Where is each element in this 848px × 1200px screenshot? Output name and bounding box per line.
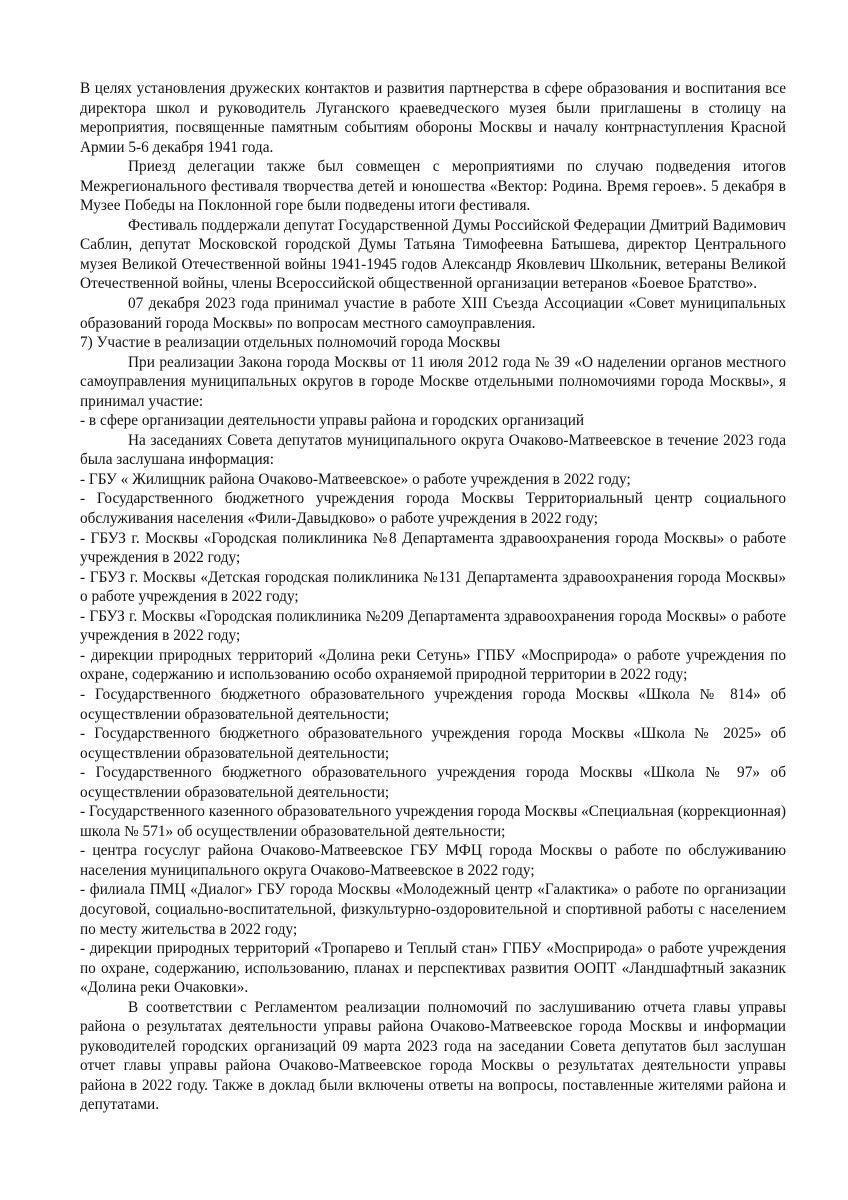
paragraph: - ГБУЗ г. Москвы «Городская поликлиника №8 Департамента здравоохранения города Москвы» о работе учреждения в 2022 году;	[80, 529, 786, 567]
paragraph: Приезд делегации также был совмещен с мероприятиями по случаю подведения итогов Межрегионального фестиваля творчества детей и юношества «Вектор: Родина. Время героев». 5 декабря в Музее Победы на Поклонной горе были подведены итоги фестиваля.	[80, 158, 786, 215]
paragraph: - ГБУЗ г. Москвы «Городская поликлиника №209 Департамента здравоохранения города Москвы» о работе учреждения в 2022 году;	[80, 607, 786, 645]
paragraph: - Государственного бюджетного учреждения города Москвы Территориальный центр социального обслуживания населения «Фили-Давыдково» о работе учреждения в 2022 году;	[80, 490, 786, 528]
paragraph: На заседаниях Совета депутатов муниципального округа Очаково-Матвеевское в течение 2023 года была заслушана информация:	[80, 431, 786, 469]
paragraph: - Государственного бюджетного образовательного учреждения города Москвы «Школа № 814» об осуществлении образовательной деятельности;	[80, 685, 786, 723]
paragraph: В целях установления дружеских контактов и развития партнерства в сфере образования и воспитания все директора школ и руководитель Луганского краеведческого музея были приглашены в столицу на мероприятия, посвященные памятным событиям обороны Москвы и началу контрнаступления Красной Армии 5-6 декабря 1941 года.	[80, 80, 786, 156]
paragraph: - в сфере организации деятельности управы района и городских организаций	[80, 412, 585, 430]
paragraph: - Государственного бюджетного образовательного учреждения города Москвы «Школа № 97» об осуществлении образовательной деятельности;	[80, 764, 786, 801]
paragraph: 7) Участие в реализации отдельных полномочий города Москвы	[80, 334, 501, 352]
paragraph: - Государственного казенного образовательного учреждения города Москвы «Специальная (коррекционная) школа № 571» об осуществлении образовательной деятельности;	[80, 803, 786, 840]
document-page	[80, 79, 786, 1115]
paragraph: При реализации Закона города Москвы от 11 июля 2012 года № 39 «О наделении органов местного самоуправления муниципальных округов в городе Москве отдельными полномочиями города Москвы», я принимал участие:	[80, 353, 786, 410]
paragraph: 07 декабря 2023 года принимал участие в работе XIII Съезда Ассоциации «Совет муниципальных образований города Москвы» по вопросам местного самоуправления.	[80, 295, 786, 332]
paragraph: Фестиваль поддержали депутат Государственной Думы Российской Федерации Дмитрий Вадимович Саблин, депутат Московской городской Думы Татьяна Тимофеевна Батышева, директор Центрального музея Великой Отечественной войны 1941-1945 годов Александр Яковлевич Школьник, ветераны Великой Отечественной войны, члены Всероссийской общественной организации ветеранов «Боевое Братство».	[80, 216, 786, 293]
paragraph: - ГБУЗ г. Москвы «Детская городская поликлиника №131 Департамента здравоохранения города Москвы» о работе учреждения в 2022 году;	[80, 568, 786, 606]
paragraph: - Государственного бюджетного образовательного учреждения города Москвы «Школа № 2025» об осуществлении образовательной деятельности;	[80, 725, 786, 762]
paragraph: - дирекции природных территорий «Долина реки Сетунь» ГПБУ «Мосприрода» о работе учреждения по охране, содержанию и использованию особо охраняемой природной территории в 2022 году;	[80, 646, 786, 684]
paragraph: В соответствии с Регламентом реализации полномочий по заслушиванию отчета главы управы района о результатах деятельности управы района Очаково-Матвеевское города Москвы и информации руководителей городских организаций 09 марта 2023 года на заседании Совета депутатов был заслушан отчет главы управы района Очаково-Матвеевское города Москвы о результатах деятельности управы района в 2022 году. Также в доклад были включены ответы на вопросы, поставленные жителями района и депутатами.	[80, 998, 786, 1114]
paragraph: - филиала ПМЦ «Диалог» ГБУ города Москвы «Молодежный центр «Галактика» о работе по организации досуговой, социально-воспитательной, физкультурно-оздоровительной и спортивной работы с населением по месту жительства в 2022 году;	[80, 881, 786, 938]
paragraph: - центра госуслуг района Очаково-Матвеевское ГБУ МФЦ города Москвы о работе по обслуживанию населения муниципального округа Очаково-Матвеевское в 2022 году;	[80, 842, 786, 879]
paragraph: - ГБУ « Жилищник района Очаково-Матвеевское» о работе учреждения в 2022 году;	[80, 470, 631, 488]
paragraph: - дирекции природных территорий «Тропарево и Теплый стан» ГПБУ «Мосприрода» о работе учреждения по охране, содержанию, использованию, планах и перспективах развития ООПТ «Ландшафтный заказник «Долина реки Очаковки».	[80, 940, 786, 997]
